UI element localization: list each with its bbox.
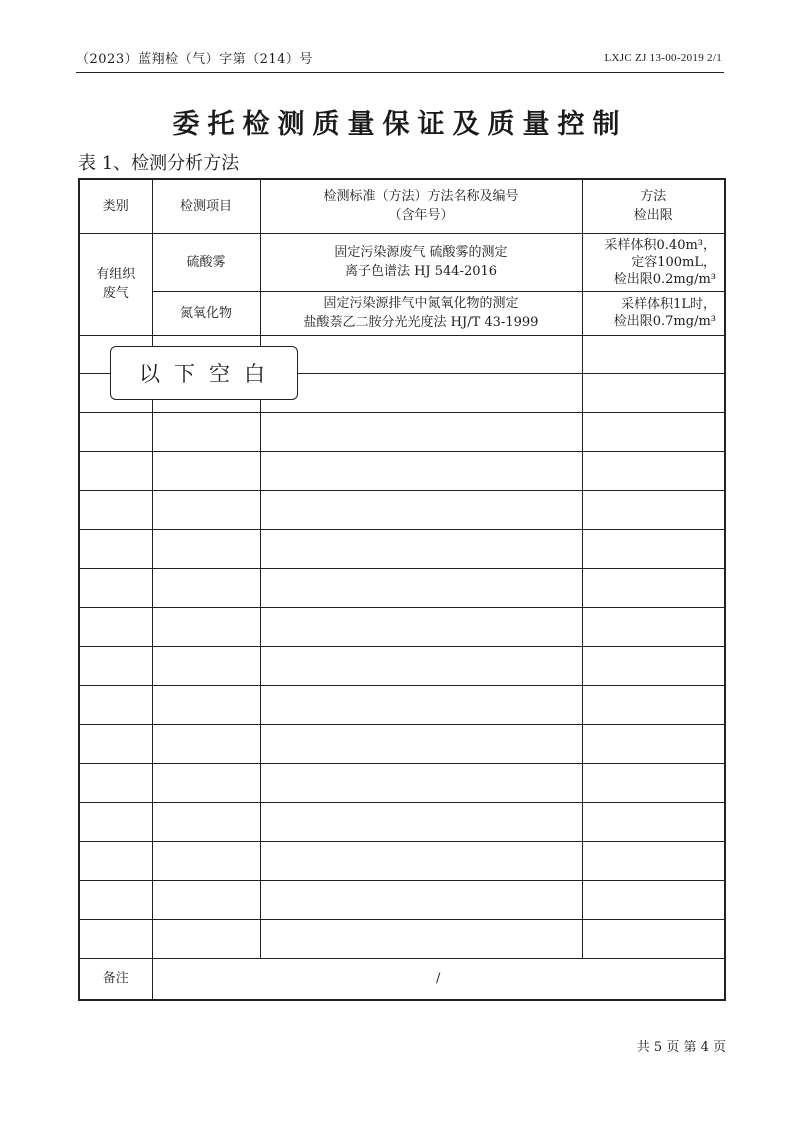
remarks-row — [79, 958, 725, 1000]
header-category: 类别 — [79, 179, 152, 233]
table-header-row — [79, 179, 725, 233]
analysis-methods-table — [78, 178, 726, 1001]
header-divider — [76, 72, 724, 73]
document-number: （2023）蓝翔检（气）字第（214）号 — [76, 52, 313, 67]
blank-row — [79, 763, 725, 802]
blank-row — [79, 802, 725, 841]
blank-row — [79, 412, 725, 451]
page-title: 委托检测质量保证及质量控制 — [172, 109, 628, 140]
blank-row — [79, 451, 725, 490]
remarks-value: / — [152, 958, 725, 1000]
table-row — [79, 233, 725, 291]
blank-row — [79, 919, 725, 958]
header-standard: 检测标准（方法）方法名称及编号 （含年号） — [260, 179, 582, 233]
item-cell: 氮氧化物 — [152, 291, 260, 335]
table-row — [79, 291, 725, 335]
blank-row — [79, 568, 725, 607]
form-code: LXJC ZJ 13-00-2019 2/1 — [604, 52, 722, 64]
page-number: 共 5 页 第 4 页 — [636, 1040, 726, 1055]
limit-cell: 采样体积1L时， 检出限0.7mg/m³ — [582, 291, 725, 335]
standard-cell: 固定污染源排气中氮氧化物的测定 盐酸萘乙二胺分光光度法 HJ/T 43-1999 — [260, 291, 582, 335]
standard-cell: 固定污染源废气 硫酸雾的测定 离子色谱法 HJ 544-2016 — [260, 233, 582, 291]
blank-row — [79, 607, 725, 646]
header-limit: 方法 检出限 — [582, 179, 725, 233]
item-cell: 硫酸雾 — [152, 233, 260, 291]
table-caption: 表 1、检测分析方法 — [78, 153, 240, 174]
blank-row — [79, 724, 725, 763]
blank-row — [79, 646, 725, 685]
blank-row — [79, 880, 725, 919]
blank-row — [79, 490, 725, 529]
category-cell: 有组织 废气 — [79, 233, 152, 335]
blank-row — [79, 841, 725, 880]
blank-row — [79, 685, 725, 724]
blank-below-stamp: 以下空白 — [110, 346, 298, 400]
limit-cell: 采样体积0.40m³， 定容100mL， 检出限0.2mg/m³ — [582, 233, 725, 291]
blank-row — [79, 529, 725, 568]
remarks-label: 备注 — [79, 958, 152, 1000]
header-item: 检测项目 — [152, 179, 260, 233]
